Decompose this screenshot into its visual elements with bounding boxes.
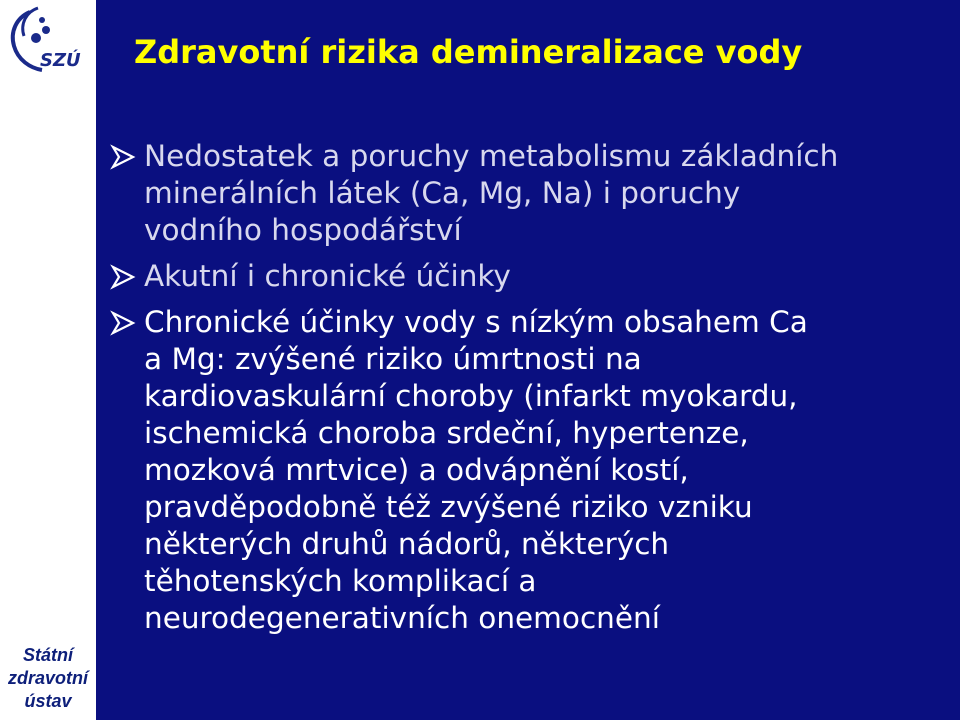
sidebar	[0, 0, 96, 720]
institute-line: ústav	[24, 691, 72, 711]
slide	[96, 0, 960, 720]
bullet-list	[110, 138, 950, 637]
arrow-bullet-icon	[110, 144, 136, 170]
bullet-item	[110, 304, 950, 637]
szu-logo	[2, 4, 90, 76]
logo-text: SZÚ	[40, 50, 81, 71]
bullet-line: některých druhů nádorů, některých	[144, 527, 670, 561]
bullet-line: Akutní i chronické účinky	[144, 259, 511, 293]
bullet-line: neurodegenerativních onemocnění	[144, 601, 660, 635]
bullet-line: těhotenských komplikací a	[144, 564, 537, 598]
institute-name	[0, 644, 96, 713]
bullet-line: mozková mrtvice) a odvápnění kostí,	[144, 453, 689, 487]
institute-line: zdravotní	[7, 668, 88, 688]
bullet-line: pravděpodobně též zvýšené riziko vzniku	[144, 490, 753, 524]
bullet-item	[110, 258, 950, 295]
bullet-item	[110, 138, 950, 249]
bullet-line: vodního hospodářství	[144, 213, 462, 247]
bullet-line: ischemická choroba srdeční, hypertenze,	[144, 416, 749, 450]
bullet-line: kardiovaskulární choroby (infarkt myokardu,	[144, 379, 798, 413]
bullet-line: Nedostatek a poruchy metabolismu základních	[144, 139, 839, 173]
slide-title: Zdravotní rizika demineralizace vody	[134, 33, 803, 71]
bullet-line: Chronické účinky vody s nízkým obsahem Ca	[144, 305, 808, 339]
arrow-bullet-icon	[110, 264, 136, 290]
institute-line: Státní	[22, 645, 73, 665]
arrow-bullet-icon	[110, 310, 136, 336]
bullet-line: minerálních látek (Ca, Mg, Na) i poruchy	[144, 176, 741, 210]
bullet-line: a Mg: zvýšené riziko úmrtnosti na	[144, 342, 642, 376]
